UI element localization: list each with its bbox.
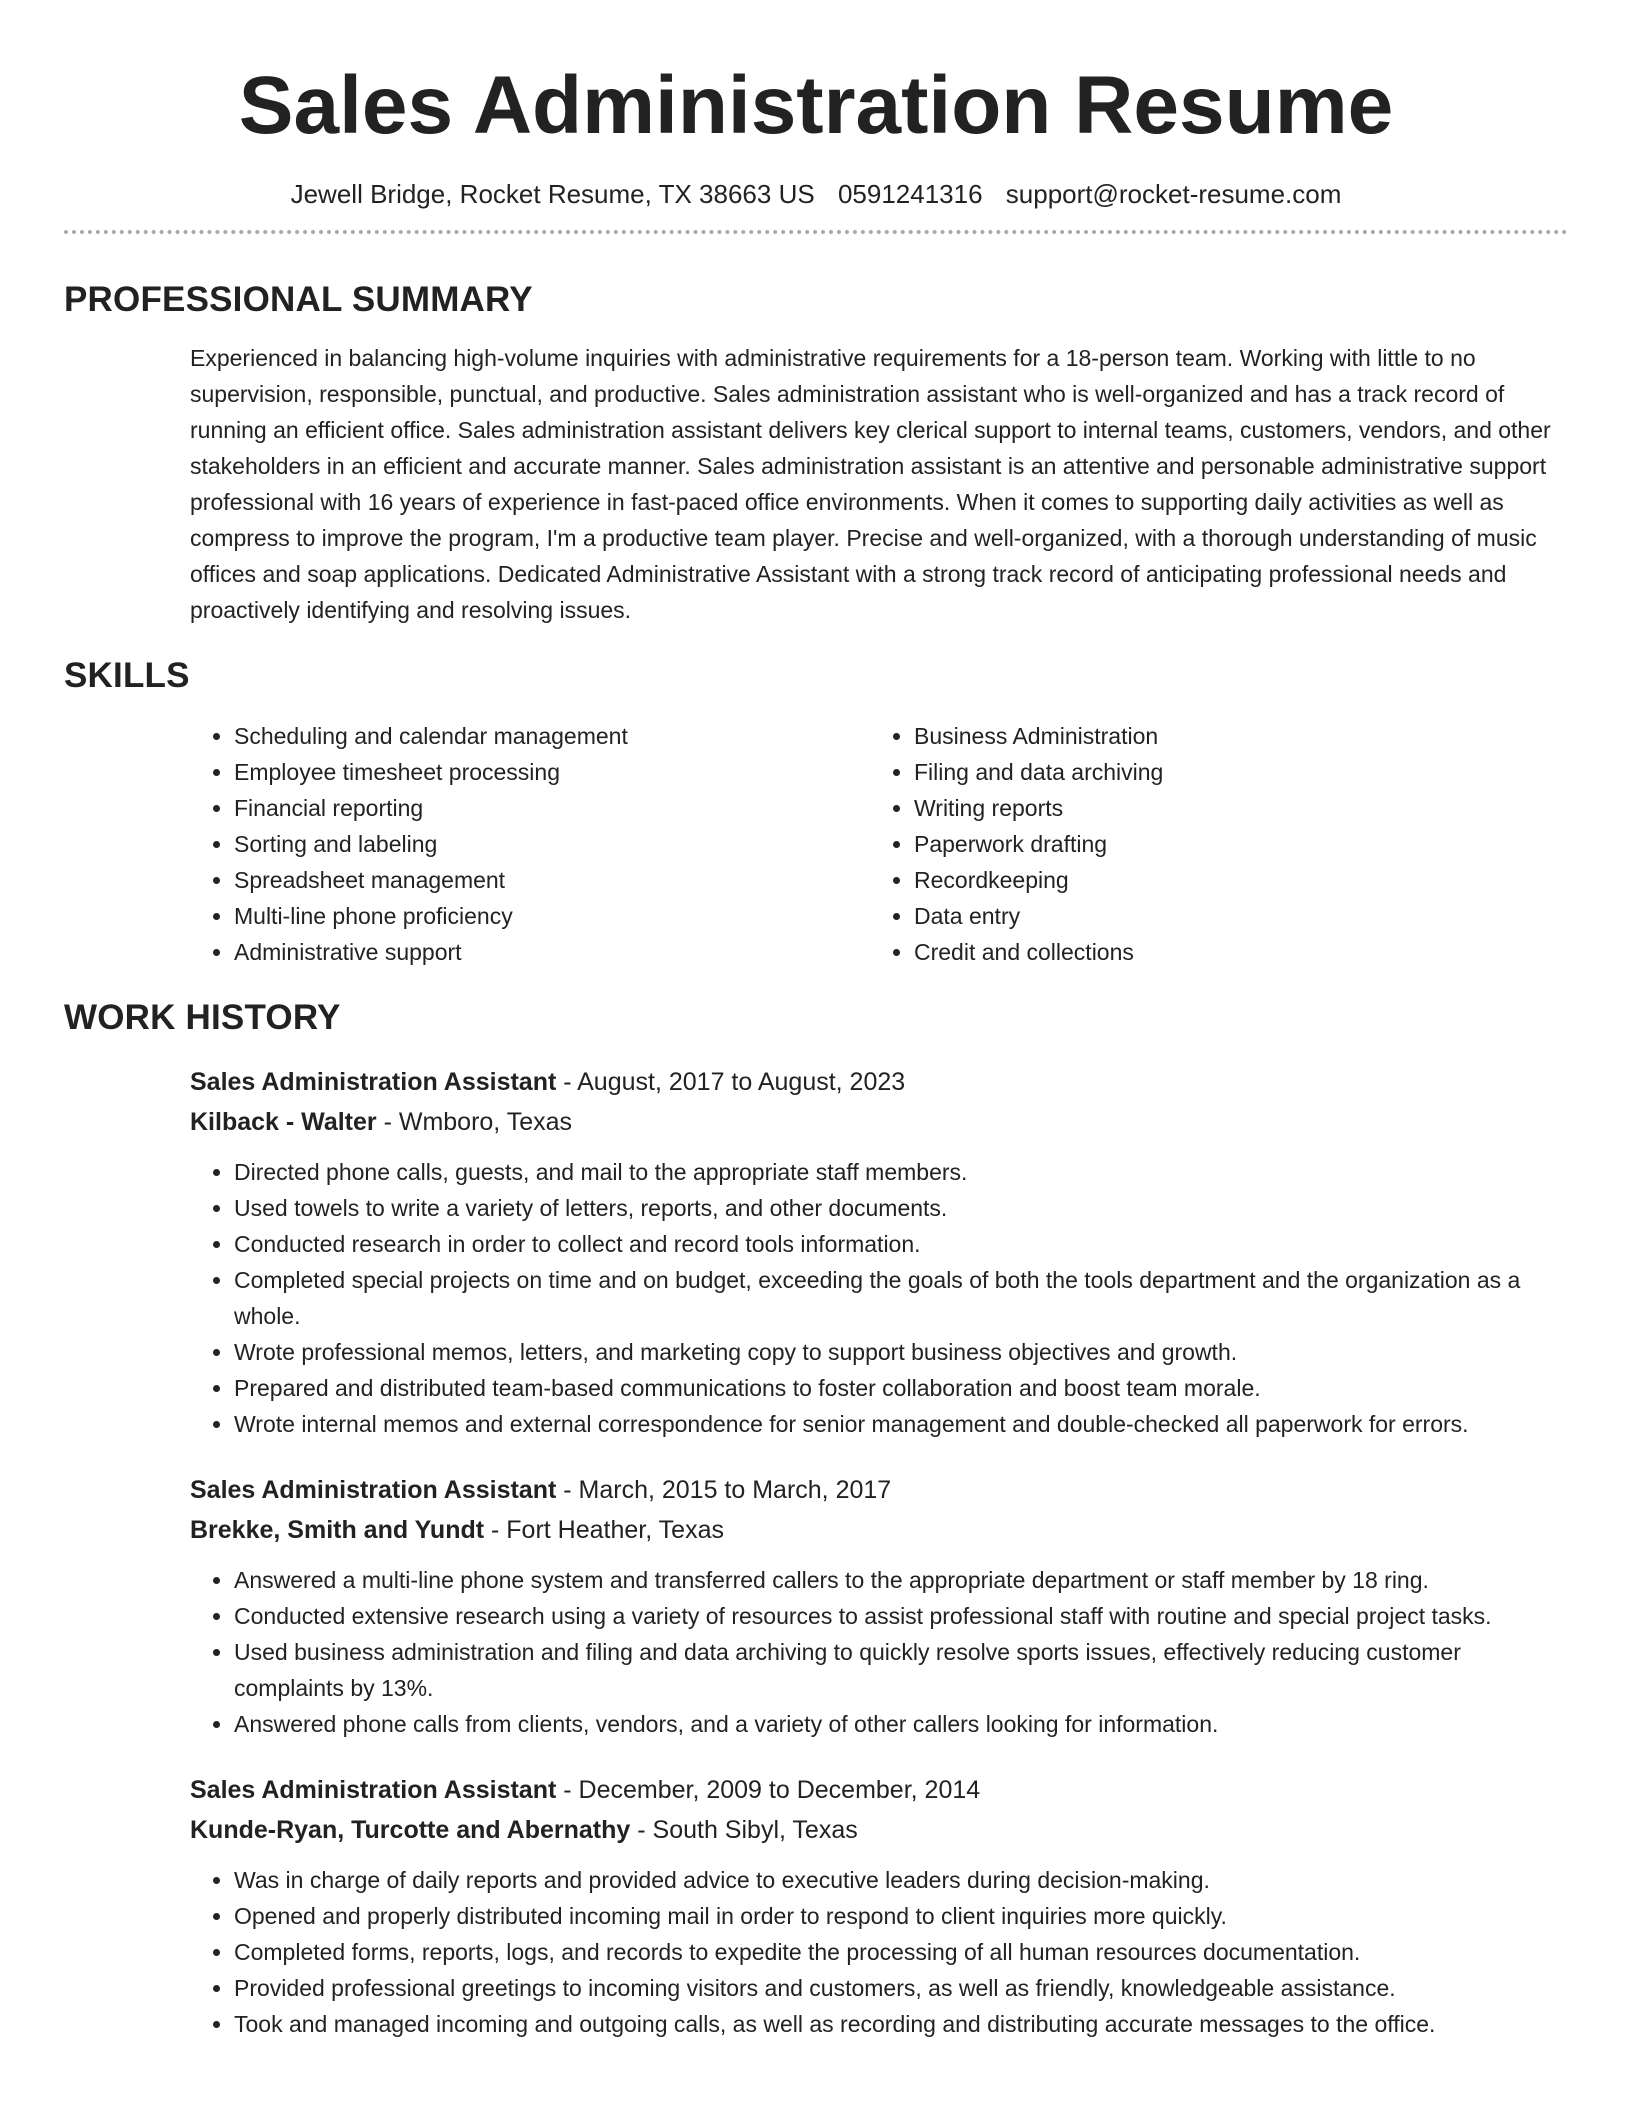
contact-line: [64, 178, 1568, 210]
job-bullet: • Used business administration and filing and data archiving to quickly resolve sports issues, effectively reducing customer complaints by 13%.: [234, 1634, 1568, 1706]
resume-title: Sales Administration Resume: [238, 60, 1394, 151]
job-bullet: • Answered phone calls from clients, vendors, and a variety of other callers looking for information.: [234, 1706, 1568, 1742]
skill-item: • Data entry: [914, 898, 1550, 934]
skill-item: • Writing reports: [914, 790, 1550, 826]
job-dates: - August, 2017 to August, 2023: [556, 1068, 906, 1096]
resume-page: [64, 0, 1568, 2042]
job-bullet: • Conducted extensive research using a variety of resources to assist professional staff with routine and special project tasks.: [234, 1598, 1568, 1634]
skills-column-right: [870, 718, 1550, 970]
job-bullet: • Was in charge of daily reports and provided advice to executive leaders during decision-making.: [234, 1862, 1568, 1898]
job-bullet: • Completed special projects on time and on budget, exceeding the goals of both the tools department and the organization as a whole.: [234, 1262, 1568, 1334]
job-bullet: • Wrote professional memos, letters, and marketing copy to support business objectives and growth.: [234, 1334, 1568, 1370]
summary-paragraph: Experienced in balancing high-volume inquiries with administrative requirements for a 18-person team. Working with little to no supervision, responsible, punctual, and productive. Sales administration assistant who is well-organized and has a track record of running an efficient office. Sales administration assistant delivers key clerical support to internal teams, customers, vendors, and other stakeholders in an efficient and accurate manner. Sales administration assistant is an attentive and personable administrative support professional with 16 years of experience in fast-paced office environments. When it comes to supporting daily activities as well as compress to improve the program, I'm a productive team player. Precise and well-organized, with a thorough understanding of music offices and soap applications. Dedicated Administrative Assistant with a strong track record of anticipating professional needs and proactively identifying and resolving issues.: [190, 345, 1551, 623]
job-role: Sales Administration Assistant: [190, 1776, 557, 1804]
job-role-line: [190, 1062, 1568, 1102]
skill-item: • Credit and collections: [914, 934, 1550, 970]
job-role: Sales Administration Assistant: [190, 1068, 557, 1096]
job-company-line: [190, 1510, 1568, 1550]
address-text: Jewell Bridge, Rocket Resume, TX 38663 US: [290, 179, 815, 209]
job-role-line: [190, 1470, 1568, 1510]
job-bullets: [190, 1154, 1568, 1442]
skill-item: • Sorting and labeling: [234, 826, 870, 862]
skill-item: • Spreadsheet management: [234, 862, 870, 898]
skill-item: • Multi-line phone proficiency: [234, 898, 870, 934]
job-role-line: [190, 1770, 1568, 1810]
header-divider: [64, 230, 1568, 234]
job-dates: - March, 2015 to March, 2017: [556, 1476, 892, 1504]
job-dates: - December, 2009 to December, 2014: [556, 1776, 981, 1804]
job-entry: [190, 1062, 1568, 1442]
skills-list: [190, 718, 1568, 970]
skill-item: • Filing and data archiving: [914, 754, 1550, 790]
job-bullets: [190, 1862, 1568, 2042]
email-text: support@rocket-resume.com: [1005, 179, 1342, 209]
job-company: Kilback - Walter: [190, 1108, 377, 1136]
job-bullets: [190, 1562, 1568, 1742]
job-bullet: • Used towels to write a variety of letters, reports, and other documents.: [234, 1190, 1568, 1226]
section-title-summary: PROFESSIONAL SUMMARY: [64, 280, 533, 319]
skill-item: • Financial reporting: [234, 790, 870, 826]
skill-item: • Paperwork drafting: [914, 826, 1550, 862]
job-entry: [190, 1470, 1568, 1742]
section-title-skills: SKILLS: [64, 656, 190, 695]
job-company: Kunde-Ryan, Turcotte and Abernathy: [190, 1816, 631, 1844]
job-bullet: • Opened and properly distributed incoming mail in order to respond to client inquiries more quickly.: [234, 1898, 1568, 1934]
phone-text: 0591241316: [837, 179, 983, 209]
skills-column-left: [190, 718, 870, 970]
job-bullet: • Prepared and distributed team-based communications to foster collaboration and boost team morale.: [234, 1370, 1568, 1406]
job-bullet: • Directed phone calls, guests, and mail to the appropriate staff members.: [234, 1154, 1568, 1190]
skill-item: • Business Administration: [914, 718, 1550, 754]
job-location: - South Sibyl, Texas: [630, 1816, 858, 1844]
job-company-line: [190, 1102, 1568, 1142]
job-bullet: • Took and managed incoming and outgoing calls, as well as recording and distributing accurate messages to the office.: [234, 2006, 1568, 2042]
skill-item: • Administrative support: [234, 934, 870, 970]
job-bullet: • Answered a multi-line phone system and transferred callers to the appropriate department or staff member by 18 ring.: [234, 1562, 1568, 1598]
skill-item: • Scheduling and calendar management: [234, 718, 870, 754]
job-company: Brekke, Smith and Yundt: [190, 1516, 485, 1544]
skill-item: • Recordkeeping: [914, 862, 1550, 898]
job-location: - Fort Heather, Texas: [484, 1516, 724, 1544]
job-bullet: • Provided professional greetings to incoming visitors and customers, as well as friendly, knowledgeable assistance.: [234, 1970, 1568, 2006]
skill-item: • Employee timesheet processing: [234, 754, 870, 790]
job-bullet: • Conducted research in order to collect and record tools information.: [234, 1226, 1568, 1262]
job-location: - Wmboro, Texas: [376, 1108, 573, 1136]
job-company-line: [190, 1810, 1568, 1850]
job-role: Sales Administration Assistant: [190, 1476, 557, 1504]
job-bullet: • Completed forms, reports, logs, and records to expedite the processing of all human resources documentation.: [234, 1934, 1568, 1970]
job-entry: [190, 1770, 1568, 2042]
job-bullet: • Wrote internal memos and external correspondence for senior management and double-checked all paperwork for errors.: [234, 1406, 1568, 1442]
section-title-work-history: WORK HISTORY: [64, 998, 341, 1037]
